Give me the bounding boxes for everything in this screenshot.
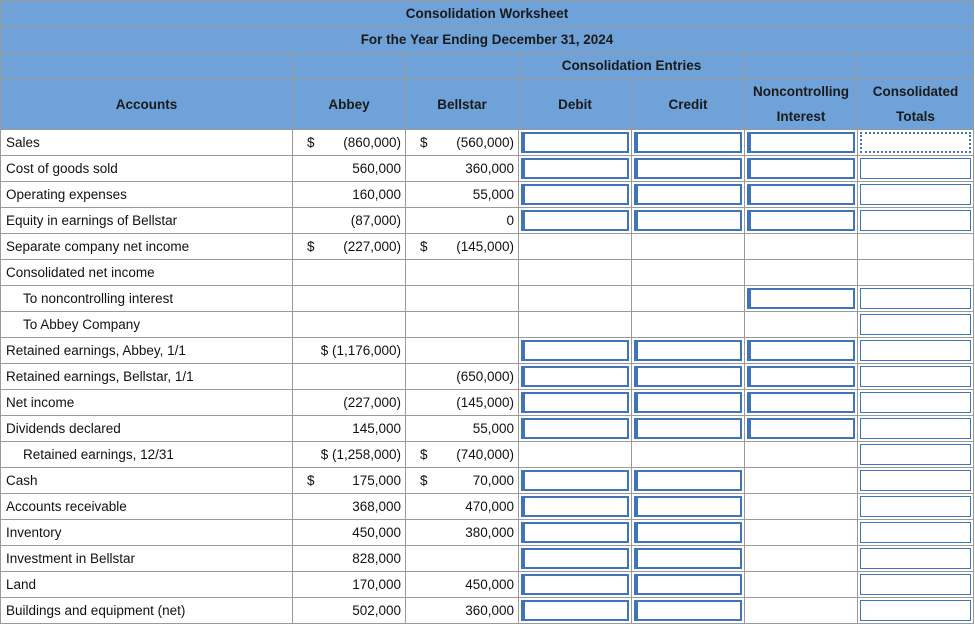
- consolidated-cell[interactable]: [858, 468, 974, 494]
- bellstar-value: 380,000: [465, 525, 514, 540]
- nci-cell: [745, 494, 858, 520]
- abbey-amount: [293, 546, 406, 572]
- nci-input[interactable]: [747, 418, 855, 439]
- dollar-sign: $: [307, 239, 315, 254]
- debit-input[interactable]: [521, 574, 629, 595]
- credit-cell: [632, 312, 745, 338]
- table-row: [1, 546, 974, 572]
- debit-cell: [519, 442, 632, 468]
- account-name: Dividends declared: [1, 416, 293, 442]
- debit-cell[interactable]: [519, 338, 632, 364]
- account-name: Investment in Bellstar: [1, 546, 293, 572]
- debit-cell[interactable]: [519, 156, 632, 182]
- abbey-value: 160,000: [352, 187, 401, 202]
- col-header-bellstar: Bellstar: [406, 79, 519, 130]
- credit-input[interactable]: [634, 392, 742, 413]
- table-row: [1, 390, 974, 416]
- bellstar-value: (560,000): [456, 135, 514, 150]
- abbey-value: (87,000): [350, 213, 401, 228]
- account-name: Retained earnings, Abbey, 1/1: [1, 338, 293, 364]
- nci-input[interactable]: [747, 366, 855, 387]
- bellstar-value: 55,000: [472, 187, 514, 202]
- abbey-amount: [293, 130, 406, 156]
- nci-input[interactable]: [747, 288, 855, 309]
- abbey-value: 145,000: [352, 421, 401, 436]
- account-name: Inventory: [1, 520, 293, 546]
- bellstar-amount: [406, 494, 519, 520]
- abbey-value: 175,000: [352, 473, 401, 488]
- nci-cell: [745, 312, 858, 338]
- nci-cell[interactable]: [745, 364, 858, 390]
- bellstar-amount: [406, 442, 519, 468]
- account-name: Sales: [1, 130, 293, 156]
- account-name: Accounts receivable: [1, 494, 293, 520]
- credit-cell[interactable]: [632, 494, 745, 520]
- consolidated-cell[interactable]: [858, 494, 974, 520]
- debit-cell: [519, 234, 632, 260]
- table-row: [1, 130, 974, 156]
- col-header-consolidated: Consolidated Totals: [858, 79, 974, 130]
- consolidated-input[interactable]: [860, 366, 971, 387]
- consolidated-input[interactable]: [860, 340, 971, 361]
- bellstar-amount: [406, 130, 519, 156]
- nci-cell[interactable]: [745, 208, 858, 234]
- debit-input[interactable]: [521, 340, 629, 361]
- consolidated-cell[interactable]: [858, 208, 974, 234]
- consolidated-cell[interactable]: [858, 338, 974, 364]
- bellstar-amount: [406, 338, 519, 364]
- consolidated-cell[interactable]: [858, 130, 974, 156]
- consolidated-input[interactable]: [860, 314, 971, 335]
- nci-cell: [745, 546, 858, 572]
- bellstar-amount: [406, 234, 519, 260]
- credit-input[interactable]: [634, 132, 742, 153]
- table-row: [1, 260, 974, 286]
- consolidated-cell[interactable]: [858, 364, 974, 390]
- col-header-accounts: Accounts: [1, 79, 293, 130]
- credit-cell[interactable]: [632, 156, 745, 182]
- abbey-value: (227,000): [343, 239, 401, 254]
- table-row: [1, 182, 974, 208]
- consolidated-cell[interactable]: [858, 390, 974, 416]
- consolidated-input[interactable]: [860, 418, 971, 439]
- consolidated-input[interactable]: [860, 132, 971, 153]
- abbey-value: 560,000: [352, 161, 401, 176]
- credit-cell[interactable]: [632, 390, 745, 416]
- nci-cell[interactable]: [745, 130, 858, 156]
- consolidated-cell[interactable]: [858, 520, 974, 546]
- nci-cell[interactable]: [745, 338, 858, 364]
- account-name: Retained earnings, Bellstar, 1/1: [1, 364, 293, 390]
- bellstar-amount: [406, 312, 519, 338]
- consolidated-cell[interactable]: [858, 572, 974, 598]
- abbey-value: 450,000: [352, 525, 401, 540]
- abbey-value: 828,000: [352, 551, 401, 566]
- credit-cell[interactable]: [632, 416, 745, 442]
- bellstar-value: 0: [506, 213, 514, 228]
- debit-input[interactable]: [521, 132, 629, 153]
- bellstar-value: 360,000: [465, 603, 514, 618]
- debit-cell[interactable]: [519, 546, 632, 572]
- nci-input[interactable]: [747, 132, 855, 153]
- dollar-sign: $: [420, 447, 428, 462]
- debit-cell[interactable]: [519, 416, 632, 442]
- debit-cell[interactable]: [519, 494, 632, 520]
- abbey-amount: [293, 286, 406, 312]
- bellstar-value: 470,000: [465, 499, 514, 514]
- account-name: Net income: [1, 390, 293, 416]
- consolidated-cell: [858, 234, 974, 260]
- consolidated-input[interactable]: [860, 600, 971, 621]
- nci-cell[interactable]: [745, 182, 858, 208]
- consolidated-input[interactable]: [860, 470, 971, 491]
- worksheet-title: Consolidation Worksheet: [1, 1, 974, 27]
- bellstar-value: (650,000): [456, 369, 514, 384]
- nci-cell: [745, 442, 858, 468]
- table-row: [1, 598, 974, 624]
- debit-cell[interactable]: [519, 182, 632, 208]
- abbey-amount: [293, 208, 406, 234]
- table-row: [1, 364, 974, 390]
- consolidated-input[interactable]: [860, 392, 971, 413]
- abbey-amount: [293, 442, 406, 468]
- account-name: Buildings and equipment (net): [1, 598, 293, 624]
- bellstar-value: (145,000): [456, 239, 514, 254]
- credit-input[interactable]: [634, 366, 742, 387]
- header-spacer: [858, 53, 974, 79]
- table-row: [1, 520, 974, 546]
- credit-input[interactable]: [634, 418, 742, 439]
- debit-cell[interactable]: [519, 390, 632, 416]
- debit-input[interactable]: [521, 392, 629, 413]
- consolidated-cell[interactable]: [858, 442, 974, 468]
- debit-cell[interactable]: [519, 130, 632, 156]
- credit-input[interactable]: [634, 470, 742, 491]
- account-name: To Abbey Company: [1, 312, 293, 338]
- consolidated-cell[interactable]: [858, 286, 974, 312]
- abbey-amount: [293, 494, 406, 520]
- credit-input[interactable]: [634, 340, 742, 361]
- debit-input[interactable]: [521, 158, 629, 179]
- bellstar-amount: [406, 546, 519, 572]
- abbey-amount: [293, 468, 406, 494]
- dollar-sign: $: [307, 473, 315, 488]
- bellstar-amount: [406, 182, 519, 208]
- nci-cell[interactable]: [745, 416, 858, 442]
- account-name: Cash: [1, 468, 293, 494]
- debit-input[interactable]: [521, 184, 629, 205]
- bellstar-amount: [406, 390, 519, 416]
- dollar-sign: $: [420, 239, 428, 254]
- table-row: [1, 442, 974, 468]
- credit-cell: [632, 442, 745, 468]
- table-row: [1, 468, 974, 494]
- debit-input[interactable]: [521, 600, 629, 621]
- abbey-amount: [293, 390, 406, 416]
- nci-input[interactable]: [747, 158, 855, 179]
- abbey-amount: [293, 520, 406, 546]
- debit-input[interactable]: [521, 496, 629, 517]
- consolidated-input[interactable]: [860, 522, 971, 543]
- abbey-amount: [293, 156, 406, 182]
- consolidated-input[interactable]: [860, 548, 971, 569]
- dollar-sign: $: [420, 135, 428, 150]
- bellstar-value: 55,000: [472, 421, 514, 436]
- credit-cell[interactable]: [632, 520, 745, 546]
- bellstar-amount: [406, 286, 519, 312]
- abbey-amount: [293, 572, 406, 598]
- abbey-amount: [293, 416, 406, 442]
- abbey-amount: [293, 598, 406, 624]
- consolidated-cell[interactable]: [858, 182, 974, 208]
- credit-cell[interactable]: [632, 598, 745, 624]
- credit-cell: [632, 286, 745, 312]
- credit-input[interactable]: [634, 184, 742, 205]
- account-name: Operating expenses: [1, 182, 293, 208]
- account-name: Cost of goods sold: [1, 156, 293, 182]
- bellstar-value: (740,000): [456, 447, 514, 462]
- bellstar-amount: [406, 260, 519, 286]
- consolidated-cell[interactable]: [858, 156, 974, 182]
- credit-cell[interactable]: [632, 468, 745, 494]
- nci-cell[interactable]: [745, 286, 858, 312]
- account-name: Retained earnings, 12/31: [1, 442, 293, 468]
- debit-input[interactable]: [521, 548, 629, 569]
- debit-cell[interactable]: [519, 598, 632, 624]
- nci-cell: [745, 468, 858, 494]
- account-name: Separate company net income: [1, 234, 293, 260]
- col-header-debit: Debit: [519, 79, 632, 130]
- bellstar-amount: [406, 468, 519, 494]
- bellstar-value: (145,000): [456, 395, 514, 410]
- worksheet-subtitle: For the Year Ending December 31, 2024: [1, 27, 974, 53]
- table-row: [1, 494, 974, 520]
- table-row: [1, 572, 974, 598]
- bellstar-amount: [406, 156, 519, 182]
- table-row: [1, 312, 974, 338]
- nci-cell[interactable]: [745, 156, 858, 182]
- nci-input[interactable]: [747, 210, 855, 231]
- credit-input[interactable]: [634, 600, 742, 621]
- abbey-amount: [293, 364, 406, 390]
- consolidated-cell[interactable]: [858, 598, 974, 624]
- credit-input[interactable]: [634, 574, 742, 595]
- consolidated-input[interactable]: [860, 158, 971, 179]
- consolidated-input[interactable]: [860, 574, 971, 595]
- nci-cell[interactable]: [745, 390, 858, 416]
- abbey-value: 368,000: [352, 499, 401, 514]
- debit-cell: [519, 312, 632, 338]
- debit-cell[interactable]: [519, 572, 632, 598]
- credit-input[interactable]: [634, 548, 742, 569]
- abbey-amount: [293, 182, 406, 208]
- account-name: Consolidated net income: [1, 260, 293, 286]
- consolidated-input[interactable]: [860, 288, 971, 309]
- credit-cell[interactable]: [632, 208, 745, 234]
- abbey-value: $ (1,176,000): [320, 343, 401, 358]
- bellstar-value: 360,000: [465, 161, 514, 176]
- consolidated-cell: [858, 260, 974, 286]
- nci-cell: [745, 520, 858, 546]
- nci-input[interactable]: [747, 392, 855, 413]
- nci-cell: [745, 598, 858, 624]
- nci-input[interactable]: [747, 184, 855, 205]
- table-row: [1, 208, 974, 234]
- header-spacer: [406, 53, 519, 79]
- debit-input[interactable]: [521, 470, 629, 491]
- consolidated-input[interactable]: [860, 444, 971, 465]
- header-spacer: [1, 53, 293, 79]
- header-spacer: [293, 53, 406, 79]
- dollar-sign: $: [307, 135, 315, 150]
- abbey-amount: [293, 234, 406, 260]
- credit-cell[interactable]: [632, 364, 745, 390]
- abbey-value: (227,000): [343, 395, 401, 410]
- table-row: [1, 338, 974, 364]
- abbey-amount: [293, 312, 406, 338]
- consolidated-input[interactable]: [860, 210, 971, 231]
- nci-cell: [745, 260, 858, 286]
- consolidated-cell[interactable]: [858, 416, 974, 442]
- col-header-nci: Noncontrolling Interest: [745, 79, 858, 130]
- credit-input[interactable]: [634, 522, 742, 543]
- debit-cell[interactable]: [519, 520, 632, 546]
- bellstar-value: 450,000: [465, 577, 514, 592]
- credit-cell[interactable]: [632, 338, 745, 364]
- abbey-value: (860,000): [343, 135, 401, 150]
- abbey-amount: [293, 260, 406, 286]
- debit-input[interactable]: [521, 522, 629, 543]
- credit-cell[interactable]: [632, 546, 745, 572]
- debit-cell[interactable]: [519, 468, 632, 494]
- credit-input[interactable]: [634, 158, 742, 179]
- col-header-abbey: Abbey: [293, 79, 406, 130]
- abbey-value: 170,000: [352, 577, 401, 592]
- header-spacer: [745, 53, 858, 79]
- credit-cell: [632, 260, 745, 286]
- consolidation-entries-header: Consolidation Entries: [519, 53, 745, 79]
- debit-cell: [519, 260, 632, 286]
- credit-cell[interactable]: [632, 130, 745, 156]
- table-row: [1, 156, 974, 182]
- account-name: To noncontrolling interest: [1, 286, 293, 312]
- bellstar-amount: [406, 416, 519, 442]
- consolidated-cell[interactable]: [858, 546, 974, 572]
- dollar-sign: $: [420, 473, 428, 488]
- bellstar-amount: [406, 572, 519, 598]
- table-row: [1, 234, 974, 260]
- bellstar-amount: [406, 520, 519, 546]
- bellstar-amount: [406, 364, 519, 390]
- debit-input[interactable]: [521, 366, 629, 387]
- debit-input[interactable]: [521, 418, 629, 439]
- abbey-amount: [293, 338, 406, 364]
- credit-cell[interactable]: [632, 182, 745, 208]
- consolidated-input[interactable]: [860, 496, 971, 517]
- credit-cell: [632, 234, 745, 260]
- abbey-value: $ (1,258,000): [320, 447, 401, 462]
- table-row: [1, 286, 974, 312]
- consolidated-input[interactable]: [860, 184, 971, 205]
- debit-cell[interactable]: [519, 364, 632, 390]
- debit-cell[interactable]: [519, 208, 632, 234]
- credit-input[interactable]: [634, 496, 742, 517]
- col-header-credit: Credit: [632, 79, 745, 130]
- nci-input[interactable]: [747, 340, 855, 361]
- debit-cell: [519, 286, 632, 312]
- debit-input[interactable]: [521, 210, 629, 231]
- bellstar-amount: [406, 598, 519, 624]
- nci-cell: [745, 234, 858, 260]
- credit-input[interactable]: [634, 210, 742, 231]
- bellstar-amount: [406, 208, 519, 234]
- account-name: Equity in earnings of Bellstar: [1, 208, 293, 234]
- bellstar-value: 70,000: [472, 473, 514, 488]
- nci-cell: [745, 572, 858, 598]
- credit-cell[interactable]: [632, 572, 745, 598]
- abbey-value: 502,000: [352, 603, 401, 618]
- account-name: Land: [1, 572, 293, 598]
- consolidated-cell[interactable]: [858, 312, 974, 338]
- table-row: [1, 416, 974, 442]
